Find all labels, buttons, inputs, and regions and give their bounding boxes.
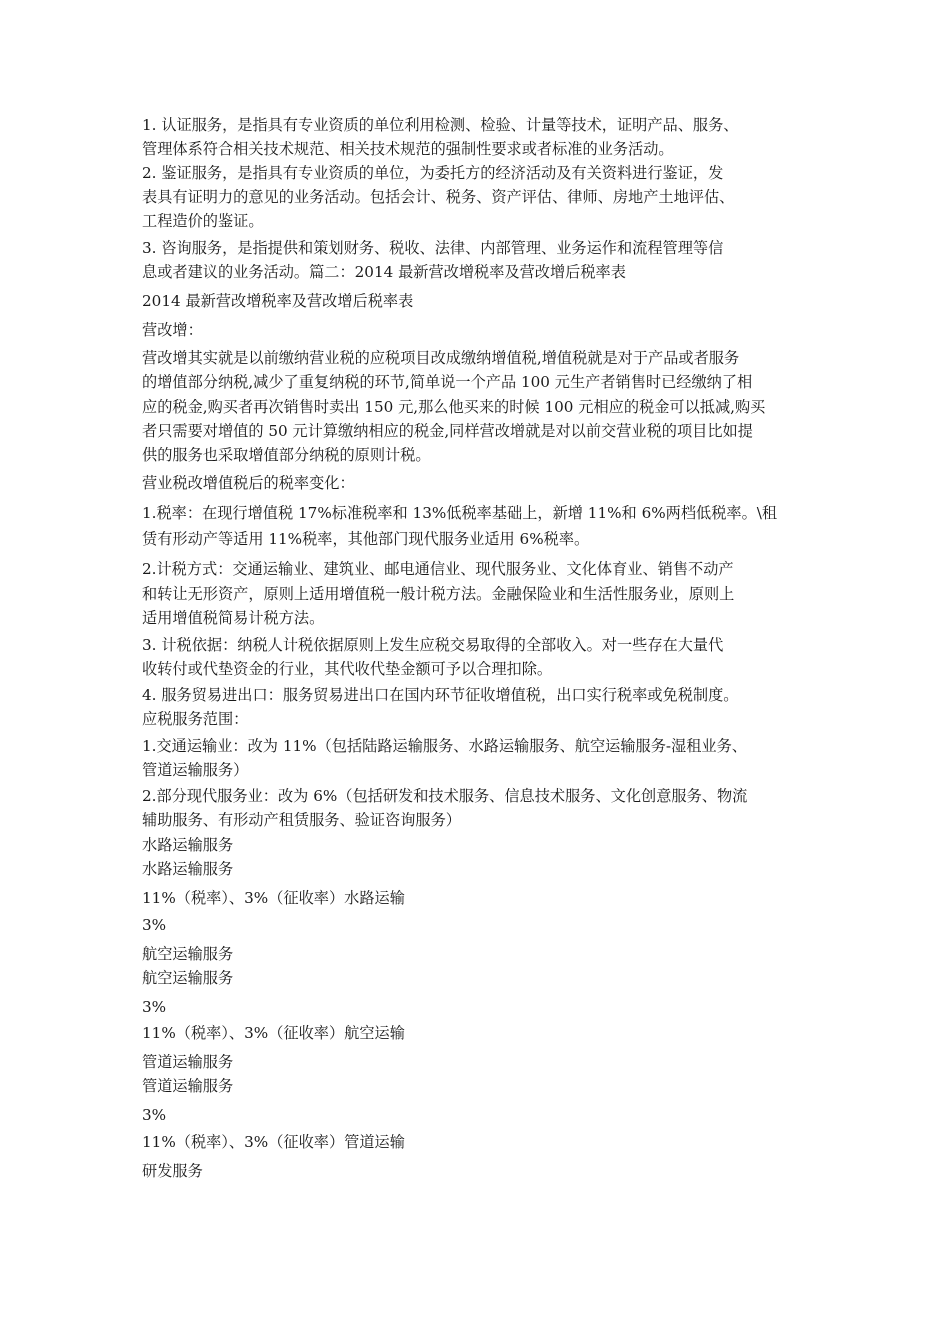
text-line: 的增值部分纳税,减少了重复纳税的环节,简单说一个产品 100 元生产者销售时已经缴纳了相 — [142, 373, 753, 391]
text-line: 2.计税方式：交通运输业、建筑业、邮电通信业、现代服务业、文化体育业、销售不动产 — [142, 560, 734, 578]
text-line: 管道运输服务 — [142, 1053, 234, 1071]
text-line: 1. 认证服务，是指具有专业资质的单位利用检测、检验、计量等技术，证明产品、服务、 — [142, 116, 739, 134]
text-line: 营改增： — [142, 321, 203, 339]
text-line: 管道运输服务 — [142, 1077, 234, 1095]
text-line: 者只需要对增值的 50 元计算缴纳相应的税金,同样营改增就是对以前交营业税的项目比如提 — [142, 422, 753, 440]
text-line: 适用增值税简易计税方法。 — [142, 609, 325, 627]
text-line: 3% — [142, 998, 167, 1016]
text-line: 表具有证明力的意见的业务活动。包括会计、税务、资产评估、律师、房地产土地评估、 — [142, 188, 735, 206]
text-line: 供的服务也采取增值部分纳税的原则计税。 — [142, 446, 431, 464]
text-line: 11%（税率）、3%（征收率）水路运输 — [142, 889, 405, 907]
text-line: 航空运输服务 — [142, 945, 234, 963]
text-line: 水路运输服务 — [142, 860, 234, 878]
text-line: 1.税率：在现行增值税 17%标准税率和 13%低税率基础上，新增 11%和 6%两档低税率。\租 — [142, 504, 778, 522]
text-line: 研发服务 — [142, 1162, 203, 1180]
text-line: 水路运输服务 — [142, 836, 234, 854]
text-line: 3% — [142, 1106, 167, 1124]
text-line: 3% — [142, 916, 167, 934]
text-line: 管理体系符合相关技术规范、相关技术规范的强制性要求或者标准的业务活动。 — [142, 140, 674, 158]
text-line: 应的税金,购买者再次销售时卖出 150 元,那么他买来的时候 100 元相应的税金可以抵减,购买 — [142, 398, 766, 416]
text-line: 1.交通运输业：改为 11%（包括陆路运输服务、水路运输服务、航空运输服务-湿租业务、 — [142, 737, 747, 755]
text-line: 3. 计税依据：纳税人计税依据原则上发生应税交易取得的全部收入。对一些存在大量代 — [142, 636, 724, 654]
text-line: 应税服务范围： — [142, 710, 249, 728]
text-line: 2. 鉴证服务，是指具有专业资质的单位，为委托方的经济活动及有关资料进行鉴证，发 — [142, 164, 724, 182]
text-line: 工程造价的鉴证。 — [142, 212, 264, 230]
text-line: 4. 服务贸易进出口：服务贸易进出口在国内环节征收增值税，出口实行税率或免税制度。 — [142, 686, 739, 704]
text-line: 息或者建议的业务活动。篇二：2014 最新营改增税率及营改增后税率表 — [142, 263, 626, 281]
text-line: 和转让无形资产，原则上适用增值税一般计税方法。金融保险业和生活性服务业，原则上 — [142, 585, 735, 603]
text-line: 3. 咨询服务，是指提供和策划财务、税收、法律、内部管理、业务运作和流程管理等信 — [142, 239, 724, 257]
text-line: 辅助服务、有形动产租赁服务、验证咨询服务） — [142, 811, 461, 829]
text-line: 收转付或代垫资金的行业，其代收代垫金额可予以合理扣除。 — [142, 660, 553, 678]
text-line: 管道运输服务） — [142, 761, 249, 779]
text-line: 营改增其实就是以前缴纳营业税的应税项目改成缴纳增值税,增值税就是对于产品或者服务 — [142, 349, 740, 367]
text-line: 赁有形动产等适用 11%税率，其他部门现代服务业适用 6%税率。 — [142, 530, 590, 548]
text-line: 11%（税率）、3%（征收率）航空运输 — [142, 1024, 405, 1042]
text-line: 航空运输服务 — [142, 969, 234, 987]
text-line: 营业税改增值税后的税率变化： — [142, 474, 355, 492]
text-line: 2.部分现代服务业：改为 6%（包括研发和技术服务、信息技术服务、文化创意服务、物流 — [142, 787, 748, 805]
text-line: 2014 最新营改增税率及营改增后税率表 — [142, 292, 414, 310]
text-line: 11%（税率）、3%（征收率）管道运输 — [142, 1133, 405, 1151]
